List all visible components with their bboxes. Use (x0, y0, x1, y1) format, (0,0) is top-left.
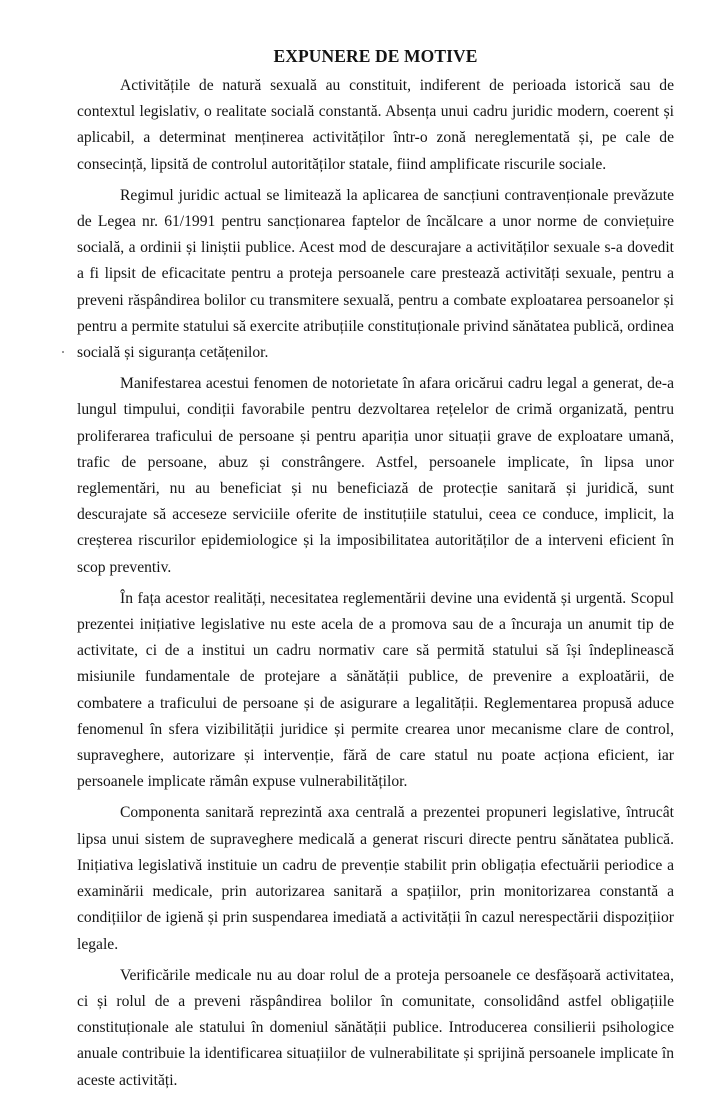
paragraph-4: În fața acestor realități, necesitatea reglementării devine una evidentă și urgentă. Scopul prezentei inițiative legislative nu este acela de a promova sau de a încuraja un anumit tip de activitate, ci de a institui un cadru normativ care să permită statului să își îndeplinească misiunile fundamentale de protejare a sănătății publice, de prevenire a exploatării, de combatere a traficului de persoane și de asigurare a legalității. Reglementarea propusă aduce fenomenul în sfera vizibilității juridice și permite crearea unor mecanisme clare de control, supraveghere, autorizare și intervenție, fără de care statul nu poate acționa eficient, iar persoanele implicate rămân expuse vulnerabilităților. (77, 589, 674, 791)
document-page (77, 44, 674, 1099)
paragraph-5: Componenta sanitară reprezintă axa centrală a prezentei propuneri legislative, întrucât lipsa unui sistem de supraveghere medicală a generat riscuri directe pentru sănătatea publică. Inițiativa legislativă instituie un cadru de prevenție stabilit prin obligația efectuării periodice a examinării medicale, prin autorizarea sanitară a spațiilor, prin monitorizarea constantă a condițiilor de igienă și prin suspendarea imediată a activității în cazul nerespectării dispozițiior legale. (77, 804, 674, 953)
paragraph-1: Activitățile de natură sexuală au constituit, indiferent de perioada istorică sau de contextul legislativ, o realitate socială constantă. Absența unui cadru juridic modern, coerent și aplicabil, a determinat menținerea activităților într-o zonă nereglementată și, pe cale de consecință, lipsită de controlul autorităților statale, fiind amplificate riscurile sociale. (77, 77, 674, 173)
paragraph-2: Regimul juridic actual se limitează la aplicarea de sancțiuni contravenționale prevăzute de Legea nr. 61/1991 pentru sancționarea faptelor de încălcare a unor norme de conviețuire socială, a ordinii și liniștii publice. Acest mod de descurajare a activităților sexuale s-a dovedit a fi lipsit de eficacitate pentru a proteja persoanele care prestează activități sexuale, pentru a preveni răspândirea bolilor cu transmitere sexuală, pentru a combate exploatarea persoanelor și pentru a permite statului să exercite atribuțiile constituționale privind sănătatea publică, ordinea socială și siguranța cetățenilor. (77, 186, 674, 362)
paragraph-3: Manifestarea acestui fenomen de notorietate în afara oricărui cadru legal a generat, de-a lungul timpului, condiții favorabile pentru dezvoltarea rețelelor de crimă organizată, pentru proliferarea traficului de persoane și pentru apariția unor situații grave de exploatare umană, trafic de persoane, abuz și constrângere. Astfel, persoanele implicate, în lipsa unor reglementări, nu au beneficiat și nu beneficiază de protecție sanitară și juridică, sunt descurajate să acceseze serviciile oferite de instituțiile statului, ceea ce conduce, implicit, la creșterea riscurilor epidemiologice și la imposibilitatea autorităților de a interveni eficient în scop preventiv. (77, 375, 674, 576)
document-title: EXPUNERE DE MOTIVE (273, 46, 478, 66)
scan-speck (62, 351, 64, 353)
paragraph-6: Verificările medicale nu au doar rolul de a proteja persoanele ce desfășoară activitatea, ci și rolul de a preveni răspândirea bolilor în comunitate, consolidând astfel obligațiile constituționale ale statului în domeniul sănătății publice. Introducerea consilierii psihologice anuale contribuie la identificarea situațiilor de vulnerabilitate și sprijină persoanele implicate în aceste activități. (77, 966, 674, 1089)
